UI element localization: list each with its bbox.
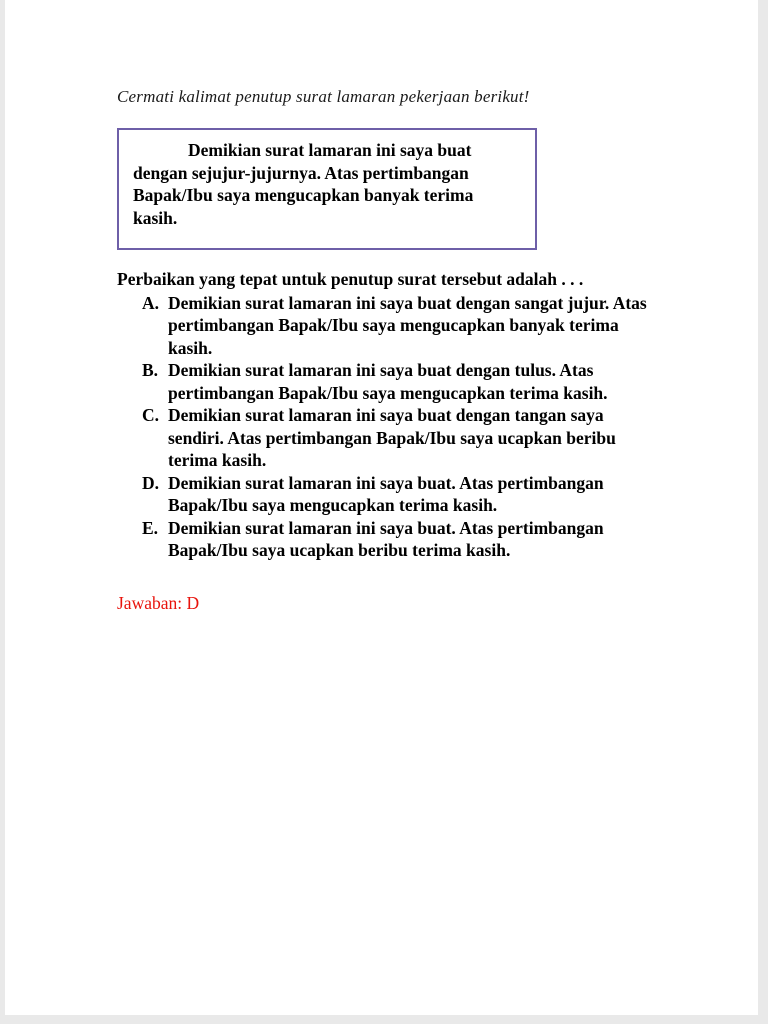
answer-text: Jawaban: D <box>117 592 200 613</box>
option-b <box>142 359 667 404</box>
option-d-text: Demikian surat lamaran ini saya buat. Atas pertimbangan Bapak/Ibu saya mengucapkan terima kasih. <box>168 472 604 515</box>
option-a-text: Demikian surat lamaran ini saya buat dengan sangat jujur. Atas pertimbangan Bapak/Ibu saya mengucapkan banyak terima kasih. <box>168 292 647 358</box>
option-a-label: A. <box>142 292 160 313</box>
option-c-text: Demikian surat lamaran ini saya buat dengan tangan saya sendiri. Atas pertimbangan Bapak/Ibu saya ucapkan beribu terima kasih. <box>168 405 616 470</box>
option-d-label: D. <box>142 472 160 493</box>
option-a <box>142 292 667 360</box>
option-b-label: B. <box>142 360 159 380</box>
option-d <box>142 472 667 517</box>
option-b-text: Demikian surat lamaran ini saya buat dengan tulus. Atas pertimbangan Bapak/Ibu saya mengucapkan terima kasih. <box>168 360 608 403</box>
option-e-text: Demikian surat lamaran ini saya buat. Atas pertimbangan Bapak/Ibu saya ucapkan beribu terima kasih. <box>168 517 604 560</box>
option-c-label: C. <box>142 405 160 425</box>
question-text: Perbaikan yang tepat untuk penutup surat tersebut adalah . . . <box>117 269 584 289</box>
option-c <box>142 404 667 472</box>
option-e-label: E. <box>142 517 159 538</box>
quote-text: Demikian surat lamaran ini saya buat dengan sejujur-jujurnya. Atas pertimbangan Bapak/Ibu saya mengucapkan banyak terima kasih. <box>133 140 474 228</box>
instruction-text: Cermati kalimat penutup surat lamaran pekerjaan berikut! <box>117 87 530 106</box>
document-page <box>5 0 758 1015</box>
option-e <box>142 517 667 562</box>
quote-box <box>117 128 537 250</box>
options-list <box>142 292 667 562</box>
